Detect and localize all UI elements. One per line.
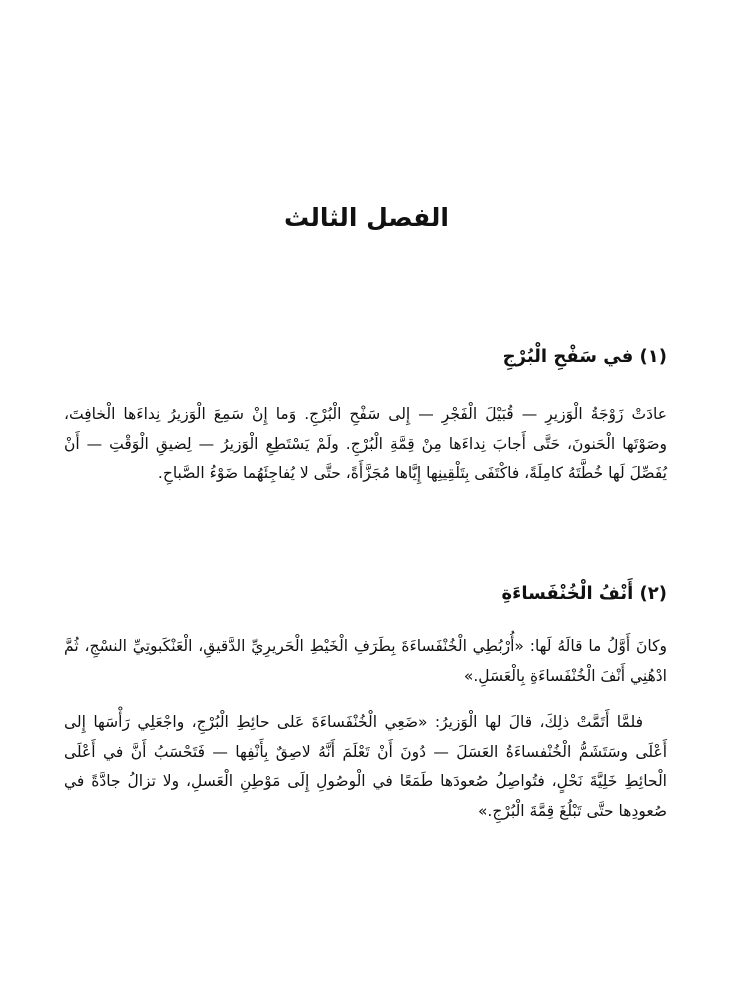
section-heading-1: (١) في سَفْحِ الْبُرْجِ (502, 346, 667, 367)
chapter-title: الفصل الثالث (283, 203, 449, 232)
section-1-paragraph-1: عادَتْ زَوْجَةُ الْوَزيرِ — قُبَيْلَ الْفَجْرِ — إِلى سَفْحِ الْبُرْجِ. وَما إِنْ سَمِعَ الْوَزيرُ نِداءَها الْخافِتَ، وصَوْتَها الْحَنونَ، حَتَّى أَجابَ نِداءَها مِنْ قِمَّةِ الْبُرْجِ. ولَمْ يَسْتَطِعِ الْوَزيرُ — لِضيقِ الْوَقْتِ — أَنْ يُفَصِّلَ لَها خُطَّتَهُ كامِلَةً، فاكْتَفَى بِتَلْقِينِها إِيَّاها مُجَزَّأَةً، حتَّى لا يُفاجِئَهُما ضَوْءُ الصَّباحِ. (64, 405, 667, 482)
section-heading-2: (٢) أَنْفُ الْخُنْفَساءَةِ (501, 583, 667, 604)
section-2-paragraph-2: فلمَّا أَتَمَّتْ ذلِكَ، قالَ لها الْوَزيرُ: «ضَعِي الْخُنْفَساءَةَ عَلى حائِطِ الْبُرْجِ، واجْعَلِي رَأْسَها إِلى أَعْلَى وسَتَشَمُّ الْخُنْفساءَةُ العَسَلَ — دُونَ أَنْ تَعْلَمَ أَنَّهُ لاصِقٌ بِأَنْفِها — فَتَحْسَبُ أَنَّ في أَعْلَى الْحائِطِ خَلِيَّةَ نَحْلٍ، فتُواصِلُ صُعودَها طَمَعًا في الْوصُولِ إِلَى مَوْطِنِ الْعَسلِ، ولا تزالُ جادَّةً في صُعودِها حتَّى تَبْلُغَ قِمَّةَ الْبُرْجِ.» (64, 713, 667, 820)
section-2-paragraph-1: وكانَ أَوَّلُ ما قالَهُ لَها: «أُرْبُطِي الْخُنْفَساءَةَ بِطَرَفِ الْخَيْطِ الْحَريرِيِّ الدَّقيقِ، الْعَنْكَبوتِيِّ النسْجِ، ثُمَّ ادْهُنِي أَنْفَ الْخُنْفَساءَةِ بِالْعَسَلِ.» (64, 637, 667, 685)
